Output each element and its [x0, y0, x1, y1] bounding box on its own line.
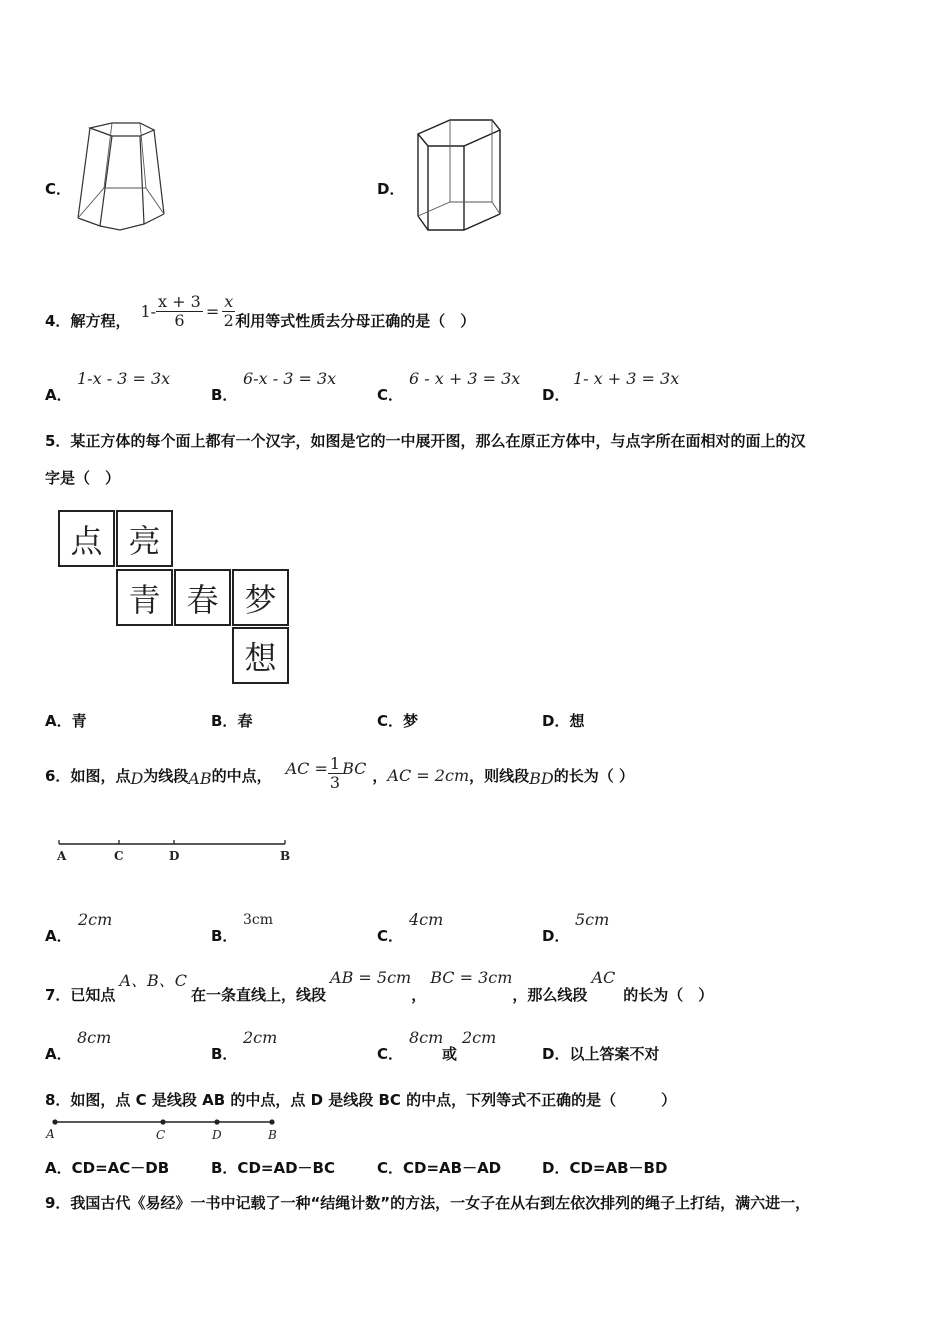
q4-lead: 解方程，: [70, 311, 131, 330]
q4-option-d-label: D．: [542, 386, 570, 404]
q9-stem: 9．我国古代《易经》一书中记载了一种“结绳计数”的方法，一女子在从右到左依次排列的绳子上打结，满六进一，: [45, 1194, 811, 1212]
q7-points: A、B、C: [119, 971, 187, 990]
q6-segment-ab: AB: [188, 768, 212, 788]
q4-option-d-value: 1- x + 3 = 3x: [573, 369, 680, 388]
q7-bc: BC = 3cm: [430, 968, 513, 987]
q6-option-c-value: 4cm: [409, 910, 444, 929]
q5-stem-line2: 字是（ ）: [45, 469, 121, 487]
q6-t5: 的长为（ ）: [553, 766, 634, 785]
q6-label-d: D: [169, 849, 180, 863]
q6-option-b-label: B．: [211, 927, 238, 945]
q6-label-a: A: [57, 849, 67, 863]
net-cell-xiang: 想: [232, 627, 289, 684]
q7-ab: AB = 5cm: [330, 968, 412, 987]
q8-label-a: A: [46, 1127, 55, 1141]
q8-point-b: [269, 1119, 274, 1124]
q4-option-b-value: 6-x - 3 = 3x: [243, 369, 337, 388]
q5-option-c: C．梦: [377, 712, 419, 730]
q6-fraction-num: 1: [329, 753, 341, 773]
q7-sep: ，: [411, 986, 427, 1004]
q8-label-b: B: [268, 1128, 277, 1142]
q5-option-d: D．想: [542, 712, 585, 730]
q6-option-a-label: A．: [45, 927, 72, 945]
q4-option-c-value: 6 - x + 3 = 3x: [409, 369, 521, 388]
q4-option-b-label: B．: [211, 386, 238, 404]
q6-bc: BC: [342, 758, 367, 778]
q4-eq-rhs-denominator: 2: [223, 310, 234, 330]
frustum-figure: [72, 120, 172, 235]
q8-label-c: C: [156, 1128, 166, 1142]
q5-option-a: A．青: [45, 712, 87, 730]
q6-t4: ，则线段: [469, 766, 530, 785]
q7-t1: 在一条直线上，线段: [191, 986, 327, 1004]
q5-stem-line1: 5．某正方体的每个面上都有一个汉字，如图是它的一中展开图，那么在原正方体中，与点字所在面相对的面上的汉: [45, 432, 806, 450]
q8-stem: 8．如图，点 C 是线段 AB 的中点，点 D 是线段 BC 的中点，下列等式不正确的是（ ）: [45, 1091, 677, 1109]
q7-option-c-value2: 2cm: [462, 1028, 497, 1047]
q7-t2: ，那么线段: [512, 986, 588, 1004]
q6-t1: 如图，点: [70, 766, 131, 785]
q6-number: 6．: [45, 766, 71, 785]
q8-label-d: D: [212, 1128, 222, 1142]
q8-option-b: B．CD=AD－BC: [211, 1159, 335, 1177]
q7-option-a-label: A．: [45, 1045, 72, 1063]
q6-stem: [45, 752, 634, 798]
q7-option-b-value: 2cm: [243, 1028, 278, 1047]
q4-eq-prefix: 1-: [140, 301, 157, 321]
net-cell-chun: 春: [174, 569, 231, 626]
q6-segment-figure: [55, 836, 295, 866]
q4-eq-numerator: x + 3: [158, 291, 201, 311]
q7-stem: [45, 968, 713, 1008]
q7-option-c-value: 8cm: [409, 1028, 444, 1047]
q8-segment-figure: [45, 1115, 285, 1145]
q6-segment-bd: BD: [529, 768, 554, 788]
q8-point-c: [160, 1119, 165, 1124]
q4-eq-denominator: 6: [174, 310, 185, 330]
q8-option-c: C．CD=AB－AD: [377, 1159, 502, 1177]
q3-option-d-label: D．: [377, 180, 405, 198]
q4-eq-rhs-fraction: [222, 293, 235, 330]
q4-eq-rhs-numerator: x: [224, 291, 234, 311]
q8-option-d: D．CD=AB－BD: [542, 1159, 668, 1177]
q6-ac-eq: AC =: [285, 758, 328, 778]
q6-option-d-label: D．: [542, 927, 570, 945]
q4-stem: [45, 286, 475, 336]
q6-fraction-den: 3: [329, 772, 341, 792]
q6-ac2: AC = 2cm: [387, 765, 470, 785]
q6-option-c-label: C．: [377, 927, 404, 945]
q4-tail: 利用等式性质去分母正确的是（ ）: [235, 311, 476, 330]
q7-option-b-label: B．: [211, 1045, 238, 1063]
q6-point-d: D: [130, 768, 144, 788]
q6-t3: 的中点，: [211, 766, 272, 785]
q6-label-c: C: [114, 849, 124, 863]
hexagonal-prism-figure: [414, 116, 506, 236]
q4-number: 4．: [45, 311, 71, 330]
q6-label-b: B: [280, 849, 291, 863]
q7-t3: 的长为（ ）: [623, 986, 714, 1004]
q8-point-d: [214, 1119, 219, 1124]
net-cell-qing: 青: [116, 569, 173, 626]
q7-number: 7．已知点: [45, 986, 116, 1004]
q7-option-c-label: C．: [377, 1045, 404, 1063]
q5-option-b: B．春: [211, 712, 253, 730]
q7-ac: AC: [591, 968, 616, 987]
q7-option-a-value: 8cm: [77, 1028, 112, 1047]
q7-option-c-or: 或: [442, 1045, 458, 1063]
q4-eq-fraction: [156, 293, 203, 330]
q6-fraction: [328, 755, 342, 792]
q6-option-b-value: 3cm: [243, 912, 274, 928]
q4-option-a-label: A．: [45, 386, 72, 404]
q4-option-a-value: 1-x - 3 = 3x: [77, 369, 171, 388]
q8-point-a: [52, 1119, 57, 1124]
q4-eq-equals: =: [205, 301, 220, 321]
q6-option-a-value: 2cm: [78, 910, 113, 929]
q3-option-c-label: C．: [45, 180, 72, 198]
net-cell-meng: 梦: [232, 569, 289, 626]
q6-option-d-value: 5cm: [575, 910, 610, 929]
q8-option-a: A．CD=AC－DB: [45, 1159, 170, 1177]
net-cell-dian: 点: [58, 510, 115, 567]
q7-option-d: D．以上答案不对: [542, 1045, 660, 1063]
q6-t2: 为线段: [143, 766, 189, 785]
q6-comma: ，: [372, 766, 388, 785]
net-cell-liang: 亮: [116, 510, 173, 567]
q4-option-c-label: C．: [377, 386, 404, 404]
